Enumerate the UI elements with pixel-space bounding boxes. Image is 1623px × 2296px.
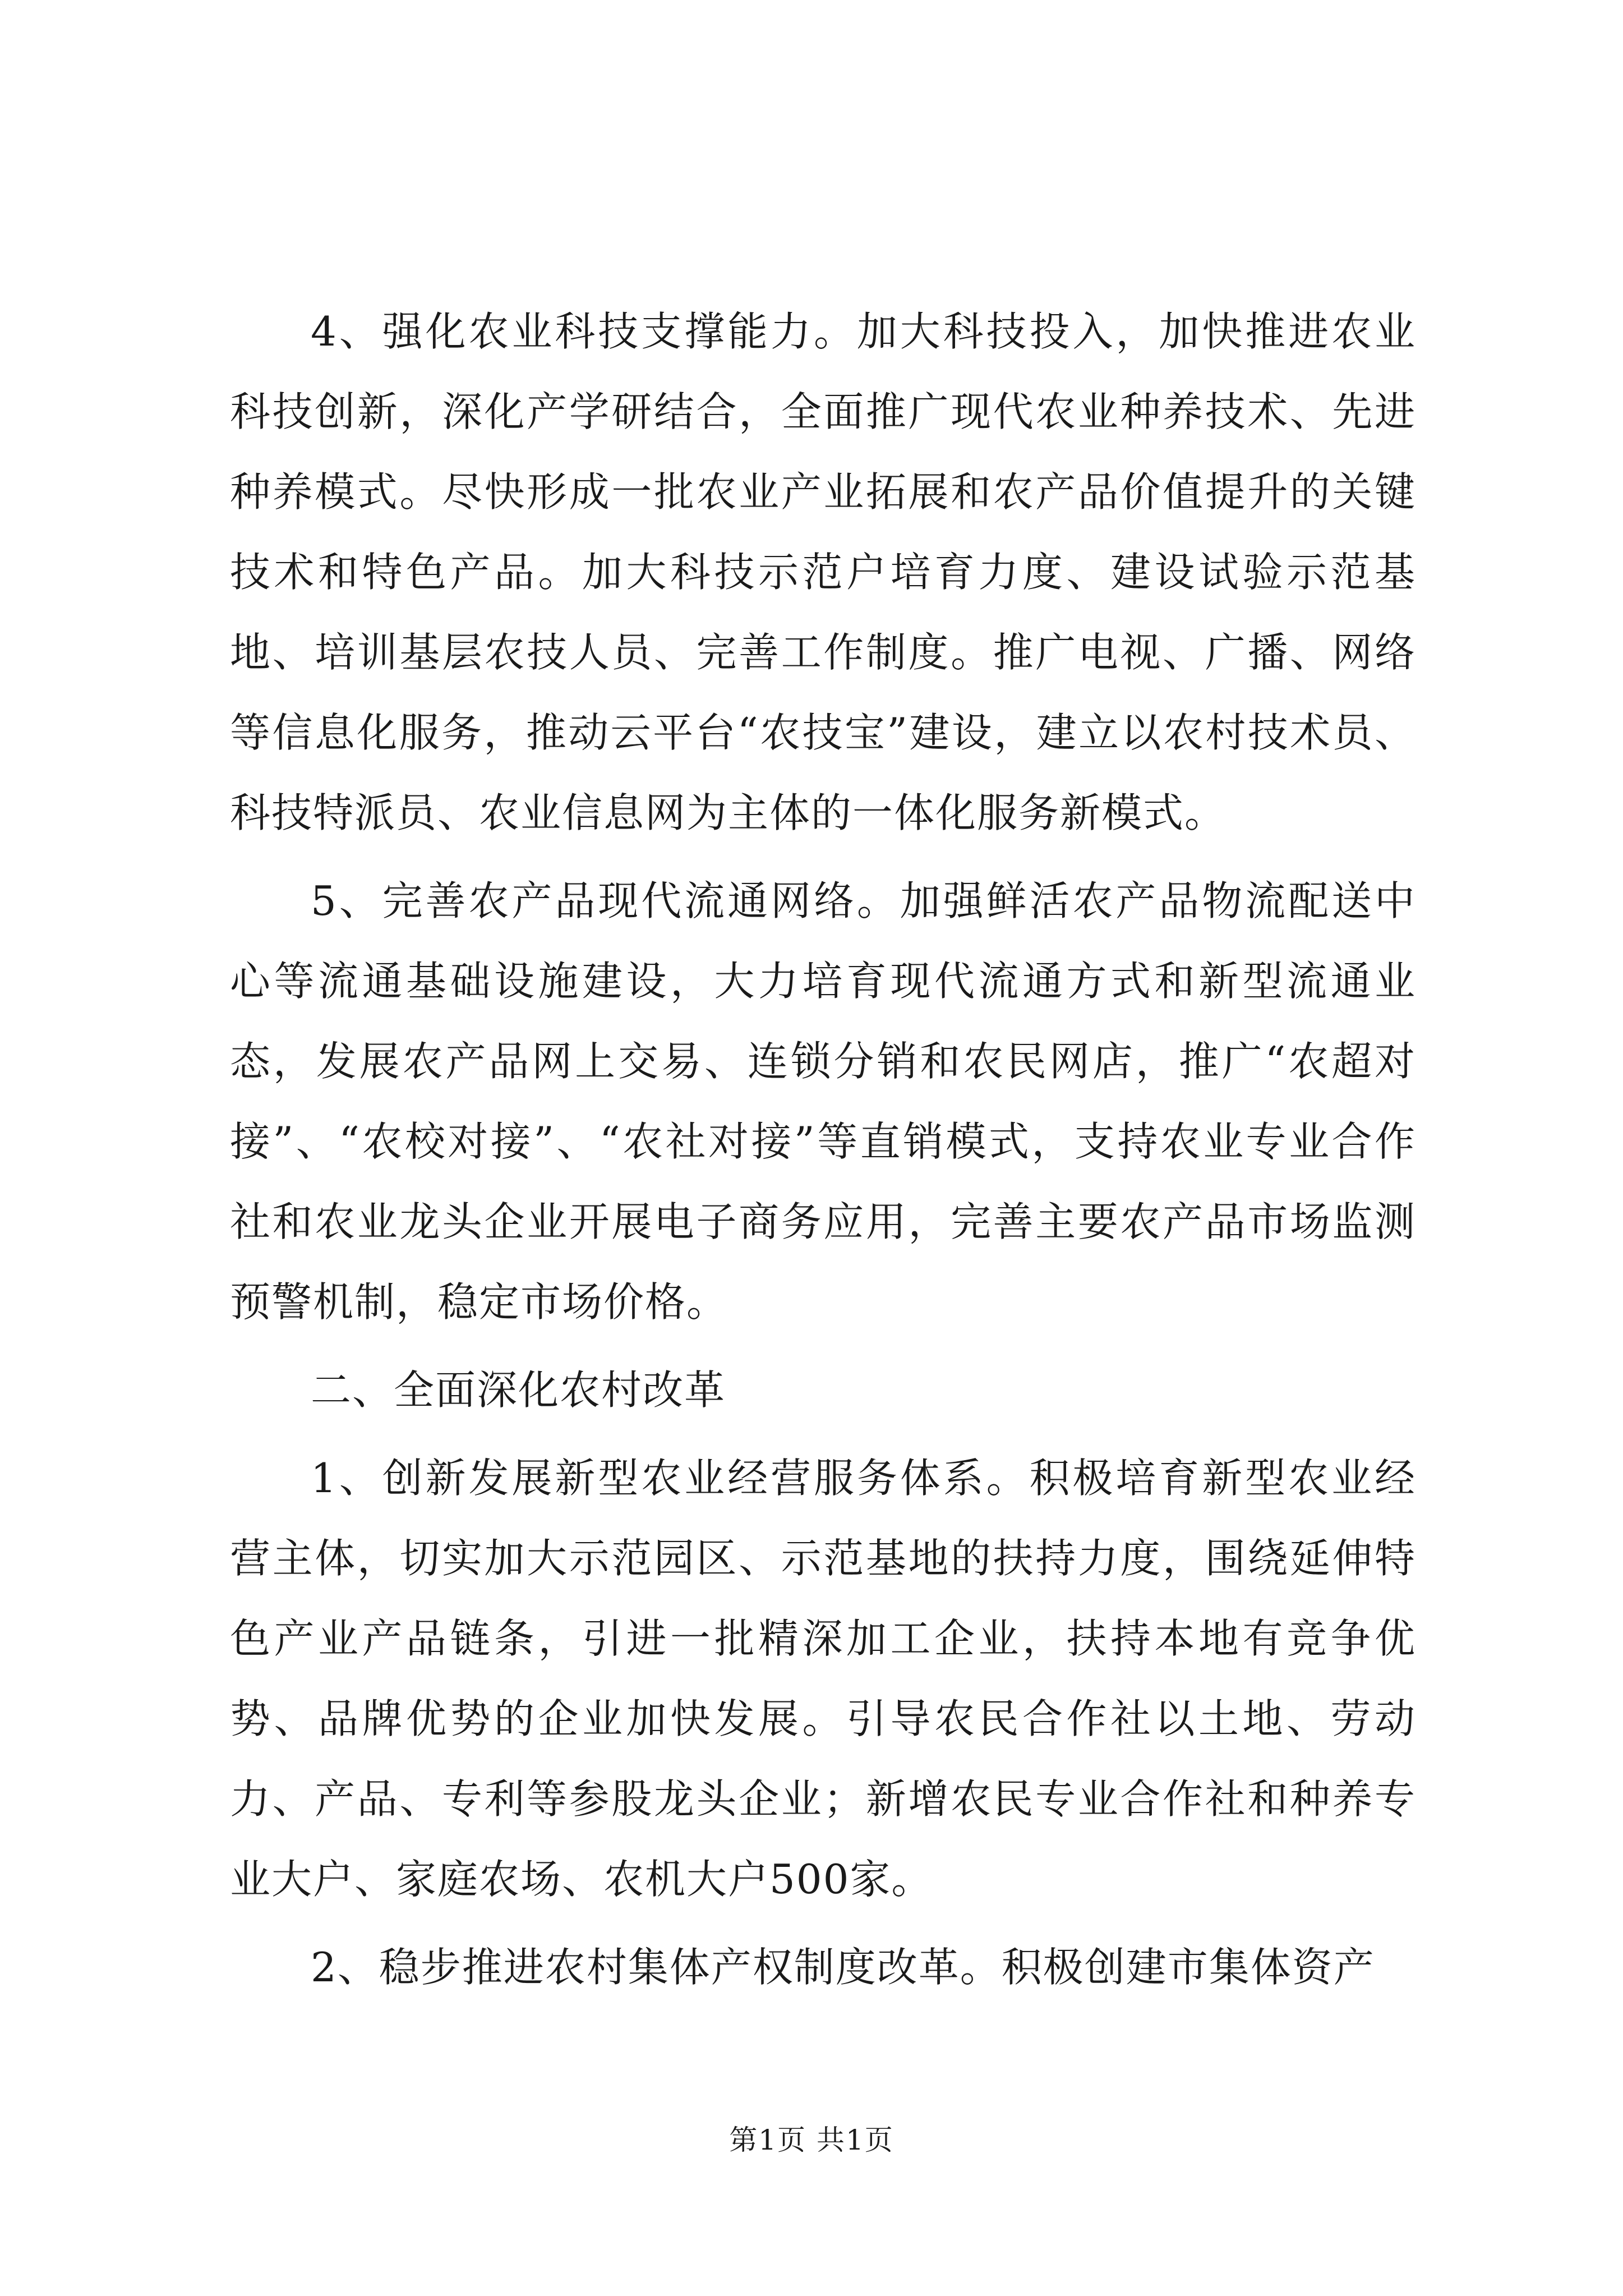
paragraph-collective-property-reform: 2、稳步推进农村集体产权制度改革。积极创建市集体资产: [311, 1944, 1375, 1991]
paragraph-agri-tech: 4、强化农业科技支撑能力。加大科技投入，加快推进农业科技创新，深化产学研结合，全面推广现代农业种养技术、先进种养模式。尽快形成一批农业产业拓展和农产品价值提升的关键技术和特色产品。加大科技示范户培育力度、建设试验示范基地、培训基层农技人员、完善工作制度。推广电视、广播、网络等信息化服务，推动云平台“农技宝”建设，建立以农村技术员、科技特派员、农业信息网为主体的一体化服务新模式。: [230, 308, 1416, 836]
page-number-footer: 第1页 共1页: [729, 2124, 894, 2156]
document-body: [230, 292, 1416, 2008]
section-heading-rural-reform: 二、全面深化农村改革: [311, 1366, 726, 1414]
paragraph-new-business-system: 1、创新发展新型农业经营服务体系。积极培育新型农业经营主体，切实加大示范园区、示范基地的扶持力度，围绕延伸特色产业产品链条，引进一批精深加工企业，扶持本地有竞争优势、品牌优势的企业加快发展。引导农民合作社以土地、劳动力、产品、专利等参股龙头企业；新增农民专业合作社和种养专业大户、家庭农场、农机大户500家。: [230, 1455, 1416, 1903]
paragraph-circulation-network: 5、完善农产品现代流通网络。加强鲜活农产品物流配送中心等流通基础设施建设，大力培育现代流通方式和新型流通业态，发展农产品网上交易、连锁分销和农民网店，推广“农超对接”、“农校对接”、“农社对接”等直销模式，支持农业专业合作社和农业龙头企业开展电子商务应用，完善主要农产品市场监测预警机制，稳定市场价格。: [230, 877, 1416, 1326]
